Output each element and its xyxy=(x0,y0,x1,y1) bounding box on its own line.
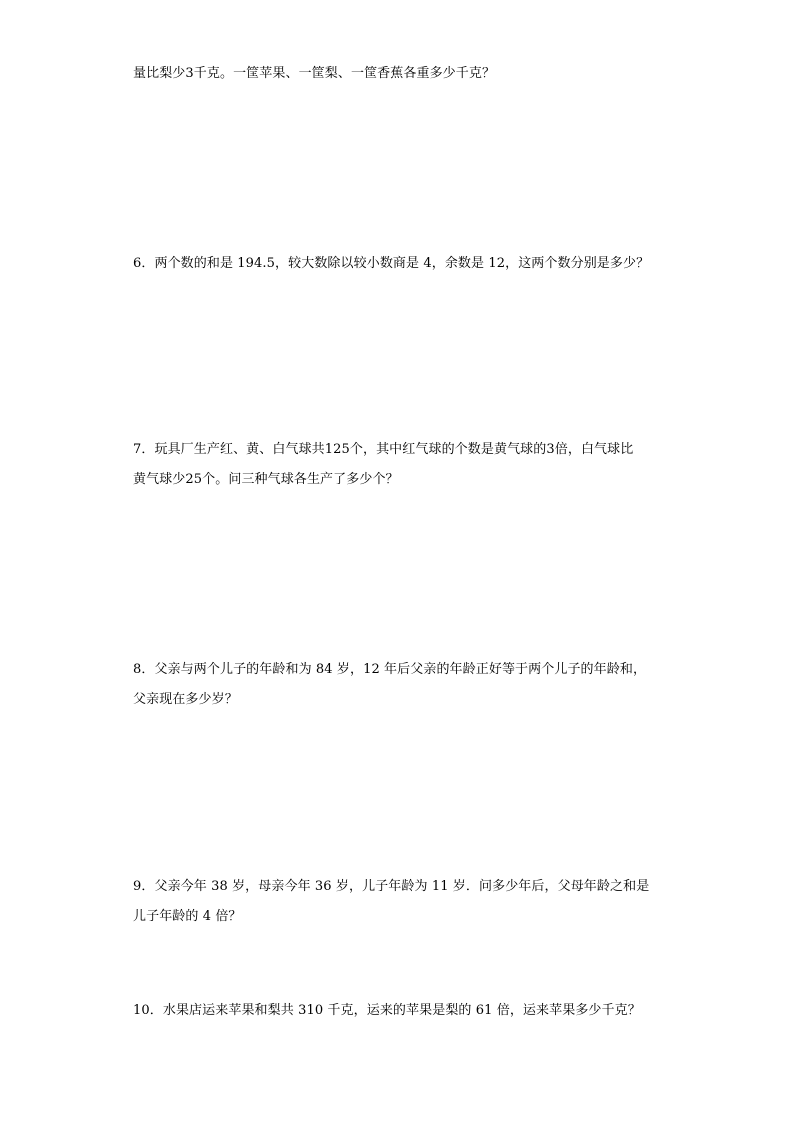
question-8-line-1: 8．父亲与两个儿子的年龄和为 84 岁，12 年后父亲的年龄正好等于两个儿子的年龄和， xyxy=(133,662,647,677)
question-7-line-2: 黄气球少25个。问三种气球各生产了多少个？ xyxy=(133,472,399,487)
question-9-line-1: 9．父亲今年 38 岁，母亲今年 36 岁，儿子年龄为 11 岁．问多少年后，父母年龄之和是 xyxy=(133,879,650,894)
question-6: 6．两个数的和是 194.5，较大数除以较小数商是 4，余数是 12，这两个数分别是多少？ xyxy=(133,256,650,271)
question-10: 10．水果店运来苹果和梨共 310 千克，运来的苹果是梨的 61 倍，运来苹果多少千克？ xyxy=(133,1003,641,1018)
question-7-line-1: 7．玩具厂生产红、黄、白气球共125个，其中红气球的个数是黄气球的3倍，白气球比 xyxy=(133,442,634,457)
question-9-line-2: 儿子年龄的 4 倍？ xyxy=(133,909,242,924)
question-8-line-2: 父亲现在多少岁？ xyxy=(133,692,238,707)
question-5-continuation: 量比梨少3千克。一筐苹果、一筐梨、一筐香蕉各重多少千克？ xyxy=(133,66,496,81)
